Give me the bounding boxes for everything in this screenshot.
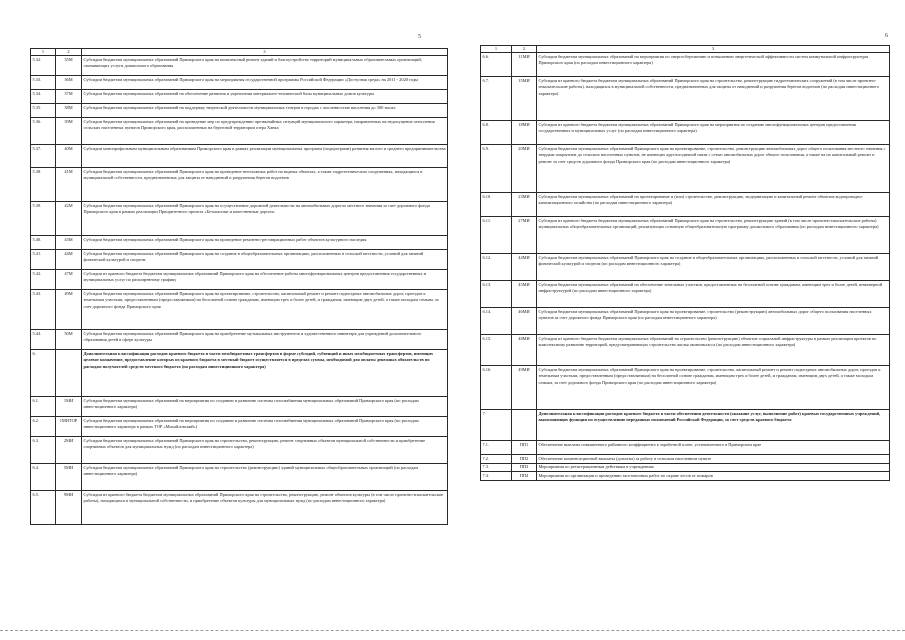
row-number-cell: 5.44.	[31, 330, 56, 350]
table-row	[31, 464, 448, 491]
table-row	[31, 145, 448, 168]
row-code-cell: 43М	[56, 236, 82, 250]
row-description-cell: Субсидии из краевого бюджета бюджетам муниципальных образований Приморского края на строительство, реконструкцию, ремонт объектов культуры (в том числе проектно-изыскательские работы), находящихся в муниципальной собственности, и приобретение объектов культуры для муниципальных нужд (по расходам инвестиционного характера)	[82, 491, 448, 525]
row-code-cell: 36М	[56, 76, 82, 90]
row-description-cell: Субсидии бюджетам муниципальных образований Приморского края на строительство (реконструкцию) зданий муниципальных общеобразовательных организаций (по расходам инвестиционного характера)	[82, 464, 448, 491]
row-description-cell: Субсидии бюджетам муниципальных образований на проектирование и (или) строительство, реконструкцию, модернизацию и капитальный ремонт объектов водопроводно-канализационного хозяйства (по расходам инвестиционного характера)	[537, 193, 890, 217]
row-number-cell: 6.6.	[481, 53, 512, 77]
row-code-cell	[512, 410, 537, 441]
row-description-cell: Субсидии бюджетам муниципальных образований на проведение мер по предупреждению чрезвычайных ситуаций муниципального характера, направленных на недопущение затопления сельских населенных пунктов Приморского края, расположенных на береговой территории озера Ханка	[82, 118, 448, 145]
row-number-cell: 5.42.	[31, 270, 56, 290]
column-header-row	[481, 46, 890, 53]
row-number-cell: 5.39.	[31, 202, 56, 236]
row-code-cell: 49МИ	[512, 366, 537, 410]
column-header-2: 2	[56, 49, 82, 56]
row-description-cell: Субсидии бюджетам муниципальных образований на мероприятия по созданию и развитию системы газоснабжения муниципальных образований Приморского края (по расходам инвестиционного характера в рамках ТОР «Михайловский»)	[82, 417, 448, 437]
row-code-cell: 40М	[56, 145, 82, 168]
column-header-1: 1	[481, 46, 512, 53]
row-number-cell: 7.2.	[481, 455, 512, 464]
row-description-cell: Дополнительная классификация расходов краевого бюджета в части межбюджетных трансфертов в форме субсидий, субвенций и иных межбюджетных трансфертов, имеющих целевое назначение, предоставление которых из краевого бюджета в местный бюджет осуществляется в пределах суммы, необходимой для оплаты денежных обязательств по расходам получателей средств местного бюджета (по расходам инвестиционного характера)	[82, 350, 448, 397]
table-row	[481, 53, 890, 77]
row-description-cell: Субсидии бюджетам муниципальных образований на поддержку творческой деятельности муниципальных театров в городах с численностью населения до 300 тысяч	[82, 104, 448, 118]
row-description-cell: Субсидии бюджетам муниципальных образований на обеспечение развития и укрепления материально-технической базы муниципальных домов культуры	[82, 90, 448, 104]
table-row	[481, 308, 890, 335]
table-row	[481, 217, 890, 254]
row-description-cell: Субсидии бюджетам муниципальных образований Приморского края на проектирование, строительство, реконструкцию автомобильных дорог общего пользования местного значения с твердым покрытием до сельских населенных пунктов, не имеющих круглогодичной связи с сетью автомобильных дорог общего пользования, а также на их капитальный ремонт и ремонт за счет средств дорожного фонда Приморского края (по расходам инвестиционного характера)	[537, 145, 890, 193]
row-number-cell: 6.15.	[481, 335, 512, 366]
row-code-cell: 39М	[56, 118, 82, 145]
row-code-cell: ПП4	[512, 472, 537, 481]
row-code-cell: 27МИ	[512, 217, 537, 254]
table-row	[31, 56, 448, 76]
row-number-cell: 5.41.	[31, 250, 56, 270]
row-number-cell: 5.34.	[31, 90, 56, 104]
row-number-cell: 6.1.	[31, 397, 56, 417]
row-number-cell: 6.9.	[481, 145, 512, 193]
table-row	[481, 366, 890, 410]
table-row	[31, 437, 448, 464]
row-code-cell: 45МИ	[512, 281, 537, 308]
row-code-cell: 44МИ	[512, 254, 537, 281]
row-number-cell: 6.2.	[31, 417, 56, 437]
row-description-cell: Субсидии бюджетам муниципальных образований Приморского края на строительство, реконструкцию, ремонт спортивных объектов муниципальной собственности и приобретение спортивных объектов для муниципальных нужд (по расходам инвестиционного характера)	[82, 437, 448, 464]
table-body-left	[31, 56, 448, 525]
row-description-cell: Субсидии бюджетам муниципальных образований на мероприятия по созданию и развитию системы газоснабжения муниципальных образований Приморского края (по расходам инвестиционного характера)	[82, 397, 448, 417]
row-number-cell: 6.12.	[481, 254, 512, 281]
row-description-cell: Мероприятия по организации и проведению заготовочных работ по охране лесов от пожаров	[537, 472, 890, 481]
table-row	[31, 118, 448, 145]
row-number-cell: 6.5.	[31, 491, 56, 525]
row-number-cell: 5.32.	[31, 56, 56, 76]
row-code-cell: ПП2	[512, 455, 537, 464]
table-row	[481, 472, 890, 481]
row-description-cell: Субсидии монопрофильным муниципальным образованиям Приморского края в рамках реализации муниципальных программ (подпрограмм) развития малого и среднего предпринимательства	[82, 145, 448, 168]
row-description-cell: Субсидии бюджетам муниципальных образований Приморского края на проведение ремонтно-реставрационных работ объектов культурного наследия	[82, 236, 448, 250]
row-code-cell: 9МИ	[56, 491, 82, 525]
row-code-cell: 37М	[56, 90, 82, 104]
table-body-right	[481, 53, 890, 481]
row-number-cell: 5.38.	[31, 168, 56, 202]
row-code-cell: 11МИ	[512, 53, 537, 77]
row-description-cell: Субсидии бюджетам муниципальных образований Приморского края на комплексный ремонт зданий и благоустройство территорий муниципальных образовательных организаций, оказывающих услуги дошкольного образования	[82, 56, 448, 76]
table-row	[481, 193, 890, 217]
row-number-cell: 6.10.	[481, 193, 512, 217]
table-row	[31, 290, 448, 330]
row-description-cell: Субсидии бюджетам муниципальных образований на обеспечение земельных участков, предоставленных на бесплатной основе гражданам, имеющим трех и более детей, инженерной инфраструктурой (по расходам инвестиционного характера)	[537, 281, 890, 308]
row-description-cell: Субсидии бюджетам муниципальных образований Приморского края на проектирование, строительство, капитальный ремонт и ремонт подъездных автомобильных дорог, проездов к земельным участкам, предоставленным (предоставляемым) на бесплатной основе гражданам, имеющим трех и более детей, и гражданам, имеющим двух детей, а также молодым семьям, за счет дорожного фонда Приморского края (по расходам инвестиционного характера)	[537, 366, 890, 410]
row-description-cell: Субсидии из краевого бюджета бюджетам муниципальных образований Приморского края на строительство, реконструкцию зданий (в том числе проектно-изыскательские работы) муниципальных общеобразовательных организаций, реализующих основную общеобразовательную программу дошкольного образования (по расходам инвестиционного характера)	[537, 217, 890, 254]
row-number-cell: 7.3.	[481, 463, 512, 472]
row-code-cell: 23МИ	[512, 193, 537, 217]
table-row	[481, 77, 890, 121]
row-code-cell: 2МИ	[56, 437, 82, 464]
table-row	[31, 350, 448, 397]
row-code-cell: 1МИТОР	[56, 417, 82, 437]
row-number-cell: 6.13.	[481, 281, 512, 308]
row-description-cell: Субсидии бюджетам муниципальных образований Приморского края на создание в общеобразовательных организациях, расположенных в сельской местности, условий для занятий физической культурой и спортом (по расходам инвестиционного характера)	[537, 254, 890, 281]
row-description-cell: Субсидии бюджетам муниципальных образований Приморского края на создание в общеобразовательных организациях, расположенных в сельской местности, условий для занятий физической культурой и спортом	[82, 250, 448, 270]
row-number-cell: 6.8.	[481, 121, 512, 145]
column-header-row	[31, 49, 448, 56]
column-header-3: 3	[82, 49, 448, 56]
row-description-cell: Субсидии бюджетам муниципальных образований Приморского края на осуществление дорожной деятельности на автомобильных дорогах местного значения за счет дорожного фонда Приморского края в рамках реализации Приоритетного проекта «Безопасные и качественные дороги»	[82, 202, 448, 236]
table-row	[31, 104, 448, 118]
column-header-2: 2	[512, 46, 537, 53]
table-row	[31, 202, 448, 236]
table-row	[481, 441, 890, 455]
row-number-cell: 6.14.	[481, 308, 512, 335]
row-code-cell: 18МИ	[512, 121, 537, 145]
table-row	[481, 281, 890, 308]
row-number-cell: 6.4.	[31, 464, 56, 491]
row-description-cell: Дополнительная классификация расходов краевого бюджета в части обеспечения деятельности (оказание услуг, выполнение работ) краевых государственных учреждений, выполняющих функции по осуществлению переданных полномочий Российской Федерации, за счет средств краевого бюджета	[537, 410, 890, 441]
row-code-cell: 41М	[56, 168, 82, 202]
table-row	[31, 250, 448, 270]
table-row	[481, 335, 890, 366]
scan-bottom-divider	[0, 630, 905, 631]
table-row	[481, 410, 890, 441]
row-description-cell: Субсидии из краевого бюджета бюджетам муниципальных образований Приморского края на мероприятия по созданию многофункциональных центров предоставления государственных и муниципальных услуг (по расходам инвестиционного характера)	[537, 121, 890, 145]
table-row	[481, 254, 890, 281]
row-code-cell: 15МИ	[512, 77, 537, 121]
row-number-cell: 5.36.	[31, 118, 56, 145]
row-description-cell: Субсидии из краевого бюджета бюджетам муниципальных образований Приморского края на обеспечение работы многофункциональных центров предоставления государственных и муниципальных услуг по расширенному графику	[82, 270, 448, 290]
row-number-cell: 6.	[31, 350, 56, 397]
row-description-cell: Субсидии бюджетам муниципальных образований Приморского края на мероприятия государственной программы Российской Федерации «Доступная среда» на 2011 - 2020 годы	[82, 76, 448, 90]
left-page-table	[30, 48, 448, 584]
row-description-cell: Субсидии бюджетам муниципальных образований Приморского края на проектирование, строительство (реконструкцию) автомобильных дорог общего пользования населенных пунктов за счет дорожного фонда Приморского края (по расходам инвестиционного характера)	[537, 308, 890, 335]
row-code-cell: 38М	[56, 104, 82, 118]
row-description-cell: Обеспечение выплаты повышенного районного коэффициента к заработной плате, установленного в Приморском крае	[537, 441, 890, 455]
row-code-cell: 49М	[56, 290, 82, 330]
row-code-cell: 46МИ	[512, 308, 537, 335]
table-row	[31, 270, 448, 290]
row-number-cell: 6.7.	[481, 77, 512, 121]
row-code-cell: 20МИ	[512, 145, 537, 193]
row-description-cell: Субсидии бюджетам муниципальных образований на мероприятия по энергосбережению и повышению энергетической эффективности систем коммунальной инфраструктуры Приморского края (по расходам инвестиционного характера)	[537, 53, 890, 77]
row-code-cell: 44М	[56, 250, 82, 270]
row-number-cell: 5.43.	[31, 290, 56, 330]
row-code-cell: 47М	[56, 270, 82, 290]
row-number-cell: 5.35.	[31, 104, 56, 118]
row-number-cell: 7.4.	[481, 472, 512, 481]
row-description-cell: Субсидии из краевого бюджета бюджетам муниципальных образований Приморского края на строительство, реконструкцию гидротехнических сооружений (в том числе проектно-изыскательские работы), находящихся в муниципальной собственности, предназначенных для защиты от наводнений и разрушения берегов водоемов (по расходам инвестиционного характера)	[537, 77, 890, 121]
row-description-cell: Мероприятия по регистрационным действиям в учреждениях	[537, 463, 890, 472]
row-description-cell: Субсидии бюджетам муниципальных образований Приморского края на проведение неотложных работ на водных объектах, а также гидротехнических сооружениях, находящихся в муниципальной собственности, предназначенных для защиты от наводнений и разрушения берегов водоемов	[82, 168, 448, 202]
row-description-cell: Обеспечение компенсационной выплаты (доплаты) за работу в сельском населенном пункте	[537, 455, 890, 464]
row-code-cell: 50М	[56, 330, 82, 350]
row-code-cell: 48МИ	[512, 335, 537, 366]
row-code-cell: 1МИ	[56, 397, 82, 417]
table-row	[31, 491, 448, 525]
table-row	[31, 397, 448, 417]
page-number-left: 5	[418, 34, 421, 40]
column-header-1: 1	[31, 49, 56, 56]
column-header-3: 3	[537, 46, 890, 53]
row-number-cell: 7.	[481, 410, 512, 441]
classification-table-right	[480, 45, 890, 481]
row-number-cell: 5.40.	[31, 236, 56, 250]
row-description-cell: Субсидии бюджетам муниципальных образований Приморского края на проектирование, строительство, капитальный ремонт и ремонт подъездных автомобильных дорог, проездов к земельным участкам, предоставленным (предоставляемым) на бесплатной основе гражданам, имеющим трех и более детей, и гражданам, имеющим двух детей, а также молодым семьям, за счет дорожного фонда Приморского края	[82, 290, 448, 330]
row-number-cell: 6.11.	[481, 217, 512, 254]
row-code-cell: ПП1	[512, 441, 537, 455]
row-code-cell: 35М	[56, 56, 82, 76]
row-code-cell: ПП3	[512, 463, 537, 472]
row-code-cell	[56, 350, 82, 397]
row-description-cell: Субсидии из краевого бюджета бюджетам муниципальных образований на строительство (реконструкцию) объектов социальной инфраструктуры в рамках реализации проектов по комплексному развитию территорий, предусматривающих строительство жилья экономкласса (по расходам инвестиционного характера)	[537, 335, 890, 366]
row-number-cell: 6.16.	[481, 366, 512, 410]
row-description-cell: Субсидии бюджетам муниципальных образований Приморского края на приобретение музыкальных инструментов и художественного инвентаря для учреждений дополнительного образования детей в сфере культуры	[82, 330, 448, 350]
classification-table-left	[30, 48, 448, 525]
row-number-cell: 6.3.	[31, 437, 56, 464]
page-number-right: 6	[885, 33, 888, 39]
table-row	[31, 90, 448, 104]
table-row	[31, 417, 448, 437]
table-row	[31, 76, 448, 90]
table-row	[31, 168, 448, 202]
row-number-cell: 5.37.	[31, 145, 56, 168]
row-number-cell: 5.33.	[31, 76, 56, 90]
row-code-cell: 5МИ	[56, 464, 82, 491]
table-row	[481, 463, 890, 472]
row-number-cell: 7.1.	[481, 441, 512, 455]
table-row	[31, 330, 448, 350]
table-row	[31, 236, 448, 250]
row-code-cell: 42М	[56, 202, 82, 236]
table-row	[481, 145, 890, 193]
table-row	[481, 121, 890, 145]
table-row	[481, 455, 890, 464]
right-page-table	[480, 45, 890, 478]
